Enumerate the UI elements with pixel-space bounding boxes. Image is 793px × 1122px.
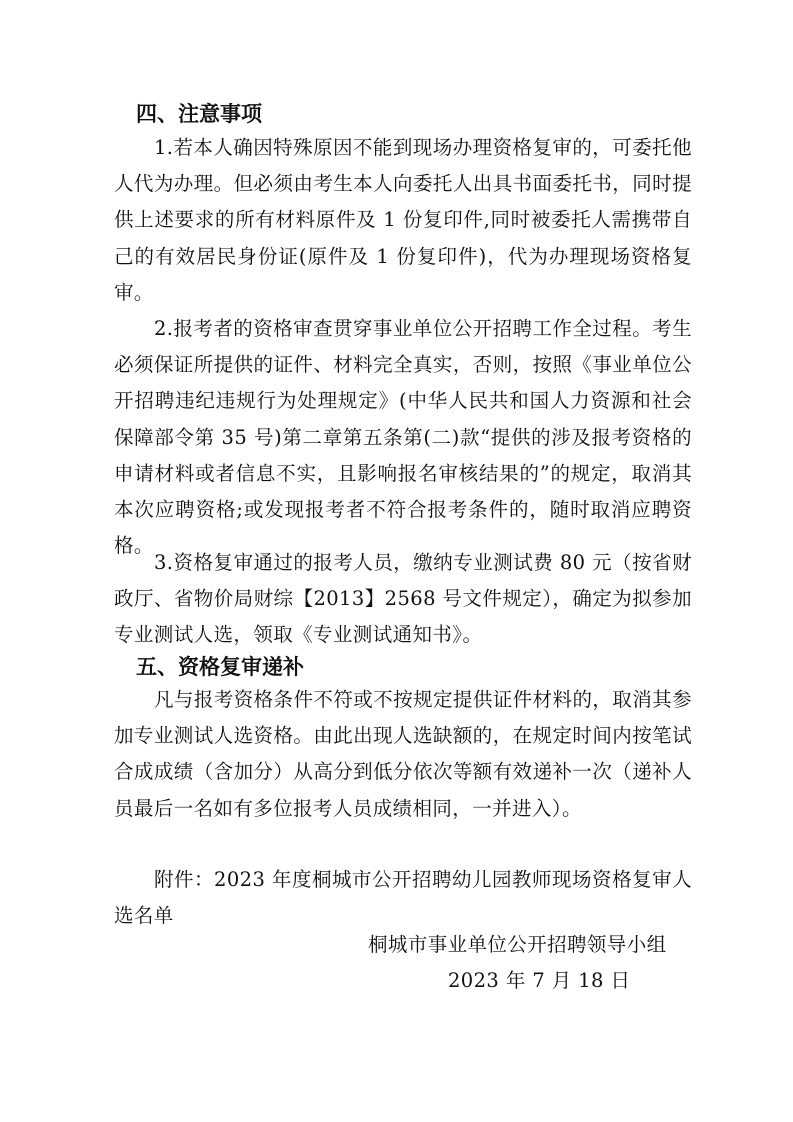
section-4-heading: 四、注意事项 bbox=[136, 102, 262, 126]
section-5-body: 凡与报考资格条件不符或不按规定提供证件材料的，取消其参加专业测试人选资格。由此出现人选缺额的，在规定时间内按笔试合成成绩（含加分）从高分到低分依次等额有效递补一次（递补人员最后一名如有多位报考人员成绩相同，一并进入）。 bbox=[114, 688, 692, 820]
attachment-note: 附件：2023 年度桐城市公开招聘幼儿园教师现场资格复审人选名单 bbox=[114, 868, 692, 928]
notice-item-3: 3.资格复审通过的报考人员，缴纳专业测试费 80 元（按省财政厅、省物价局财综【2013】2568 号文件规定），确定为拟参加专业测试人选，领取《专业测试通知书》。 bbox=[114, 551, 692, 647]
section-5-heading: 五、资格复审递补 bbox=[136, 655, 304, 679]
signature-organization: 桐城市事业单位公开招聘领导小组 bbox=[368, 933, 667, 956]
notice-item-1: 1.若本人确因特殊原因不能到现场办理资格复审的，可委托他人代为办理。但必须由考生本人向委托人出具书面委托书，同时提供上述要求的所有材料原件及 1 份复印件,同时被委托人需携带自己的有效居民身份证(原件及 1 份复印件)，代为办理现场资格复审。 bbox=[114, 136, 692, 304]
signature-date: 2023 年 7 月 18 日 bbox=[448, 969, 631, 992]
notice-item-2: 2.报考者的资格审查贯穿事业单位公开招聘工作全过程。考生必须保证所提供的证件、材料完全真实，否则，按照《事业单位公开招聘违纪违规行为处理规定》(中华人民共和国人力资源和社会保障部令第 35 号)第二章第五条第(二)款“提供的涉及报考资格的申请材料或者信息不实，且影响报名审核结果的”的规定，取消其本次应聘资格;或发现报考者不符合报考条件的，随时取消应聘资格。 bbox=[114, 317, 692, 558]
